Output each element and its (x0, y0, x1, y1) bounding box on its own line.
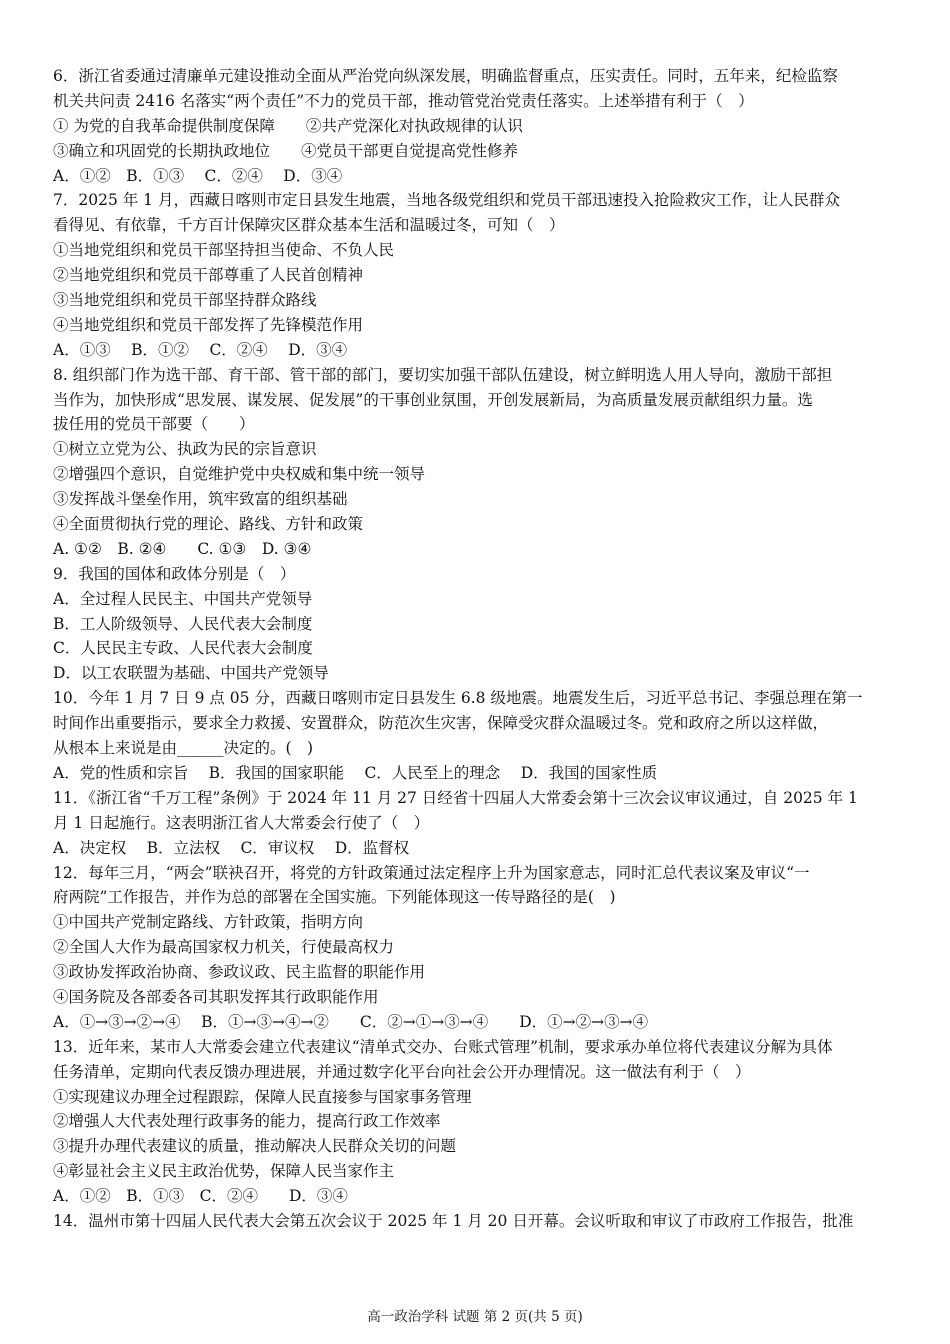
question-statement: B．工人阶级领导、人民代表大会制度 (53, 614, 313, 633)
question-stem-line: 8. 组织部门作为选干部、育干部、管干部的部门，要切实加强干部队伍建设，树立鲜明选人用人导向，激励干部担 (53, 365, 833, 384)
question-options: A．①→③→②→④ B．①→③→④→② C．②→①→③→④ D．①→②→③→④ (53, 1012, 649, 1031)
question-stem-line: 任务清单，定期向代表反馈办理进展，并通过数字化平台向社会公开办理情况。这一做法有利于（ ） (53, 1062, 751, 1081)
question-statement: ②增强四个意识，自觉维护党中央权威和集中统一领导 (53, 465, 426, 484)
question-statement: ④全面贯彻执行党的理论、路线、方针和政策 (53, 515, 364, 534)
question-6 (53, 64, 901, 188)
question-statement: ①实现建议办理全过程跟踪，保障人民直接参与国家事务管理 (53, 1087, 472, 1106)
question-stem-line: 看得见、有依靠，千方百计保障灾区群众基本生活和温暖过冬，可知（ ） (53, 216, 565, 235)
question-options: A．党的性质和宗旨 B．我国的国家职能 C．人民至上的理念 D．我国的国家性质 (53, 763, 658, 782)
question-stem-line: 拔任用的党员干部要（ ） (53, 415, 255, 434)
question-statement: ②全国人大作为最高国家权力机关，行使最高权力 (53, 938, 395, 957)
question-statement: A．全过程人民民主、中国共产党领导 (53, 589, 313, 608)
question-statement: ②增强人大代表处理行政事务的能力，提高行政工作效率 (53, 1112, 441, 1131)
question-statement: ④彰显社会主义民主政治优势，保障人民当家作主 (53, 1162, 395, 1181)
question-stem-line: 9．我国的国体和政体分别是（ ） (53, 564, 296, 583)
page-footer: 高一政治学科 试题 第 2 页(共 5 页) (367, 1309, 583, 1325)
question-stem-line: 从根本上来说是由______决定的。( ) (53, 739, 314, 758)
question-12 (53, 861, 901, 1035)
question-options: A. ①② B. ②④ C. ①③ D. ③④ (53, 539, 312, 558)
question-9 (53, 562, 901, 686)
question-statement: C．人民民主专政、人民代表大会制度 (53, 639, 313, 658)
question-statement: ①中国共产党制定路线、方针政策，指明方向 (53, 913, 364, 932)
question-options: A．①③ B．①② C．②④ D．③④ (53, 340, 348, 359)
question-statement: ③确立和巩固党的长期执政地位 ④党员干部更自觉提高党性修养 (53, 141, 519, 160)
question-11 (53, 786, 901, 861)
question-stem-line: 府两院”工作报告，并作为总的部署在全国实施。下列能体现这一传导路径的是( ) (53, 888, 616, 907)
question-stem-line: 当作为，加快形成“思发展、谋发展、促发展”的干事创业氛围，开创发展新局，为高质量发展贡献组织力量。选 (53, 390, 813, 409)
question-options: A．①② B．①③ C．②④ D．③④ (53, 166, 343, 185)
question-8 (53, 363, 901, 562)
question-stem-line: 机关共问责 2416 名落实“两个责任”不力的党员干部，推动管党治党责任落实。上述举措有利于（ ） (53, 91, 754, 110)
question-statement: ①树立立党为公、执政为民的宗旨意识 (53, 440, 317, 459)
question-statement: ① 为党的自我革命提供制度保障 ②共产党深化对执政规律的认识 (53, 116, 523, 135)
question-stem-line: 14．温州市第十四届人民代表大会第五次会议于 2025 年 1 月 20 日开幕。会议听取和审议了市政府工作报告，批准 (53, 1211, 854, 1230)
question-10 (53, 686, 901, 786)
question-stem-line: 6．浙江省委通过清廉单元建设推动全面从严治党向纵深发展，明确监督重点，压实责任。同时，五年来，纪检监察 (53, 67, 838, 85)
question-statement: ④当地党组织和党员干部发挥了先锋模范作用 (53, 315, 364, 334)
question-statement: ③提升办理代表建议的质量，推动解决人民群众关切的问题 (53, 1137, 457, 1156)
question-options: A．①② B．①③ C．②④ D．③④ (53, 1187, 348, 1206)
question-stem-line: 时间作出重要指示，要求全力救援、安置群众，防范次生灾害，保障受灾群众温暖过冬。党和政府之所以这样做， (53, 714, 829, 733)
question-13 (53, 1035, 901, 1209)
question-stem-line: 月 1 日起施行。这表明浙江省人大常委会行使了（ ） (53, 813, 430, 832)
question-stem-line: 7．2025 年 1 月，西藏日喀则市定日县发生地震，当地各级党组织和党员干部迅速投入抢险救灾工作，让人民群众 (53, 191, 840, 210)
question-14 (53, 1209, 901, 1234)
question-options: A．决定权 B．立法权 C．审议权 D．监督权 (53, 838, 410, 857)
question-statement: ③政协发挥政治协商、参政议政、民主监督的职能作用 (53, 963, 426, 982)
question-stem-line: 12．每年三月，“两会”联袂召开，将党的方针政策通过法定程序上升为国家意志，同时汇总代表议案及审议“一 (53, 863, 810, 882)
question-stem-line: 11．《浙江省“千万工程”条例》于 2024 年 11 月 27 日经省十四届人大常委会第十三次会议审议通过，自 2025 年 1 (53, 788, 858, 807)
question-stem-line: 13．近年来，某市人大常委会建立代表建议“清单式交办、台账式管理”机制，要求承办单位将代表建议分解为具体 (53, 1037, 833, 1056)
question-stem-line: 10．今年 1 月 7 日 9 点 05 分，西藏日喀则市定日县发生 6.8 级地震。地震发生后，习近平总书记、李强总理在第一 (53, 689, 863, 708)
exam-page-body (53, 64, 901, 1234)
question-statement: D．以工农联盟为基础、中国共产党领导 (53, 664, 329, 683)
question-statement: ①当地党组织和党员干部坚持担当使命、不负人民 (53, 241, 395, 260)
question-statement: ②当地党组织和党员干部尊重了人民首创精神 (53, 266, 364, 285)
question-7 (53, 188, 901, 362)
question-statement: ③当地党组织和党员干部坚持群众路线 (53, 291, 317, 310)
question-statement: ③发挥战斗堡垒作用，筑牢致富的组织基础 (53, 490, 348, 509)
question-statement: ④国务院及各部委各司其职发挥其行政职能作用 (53, 987, 379, 1006)
